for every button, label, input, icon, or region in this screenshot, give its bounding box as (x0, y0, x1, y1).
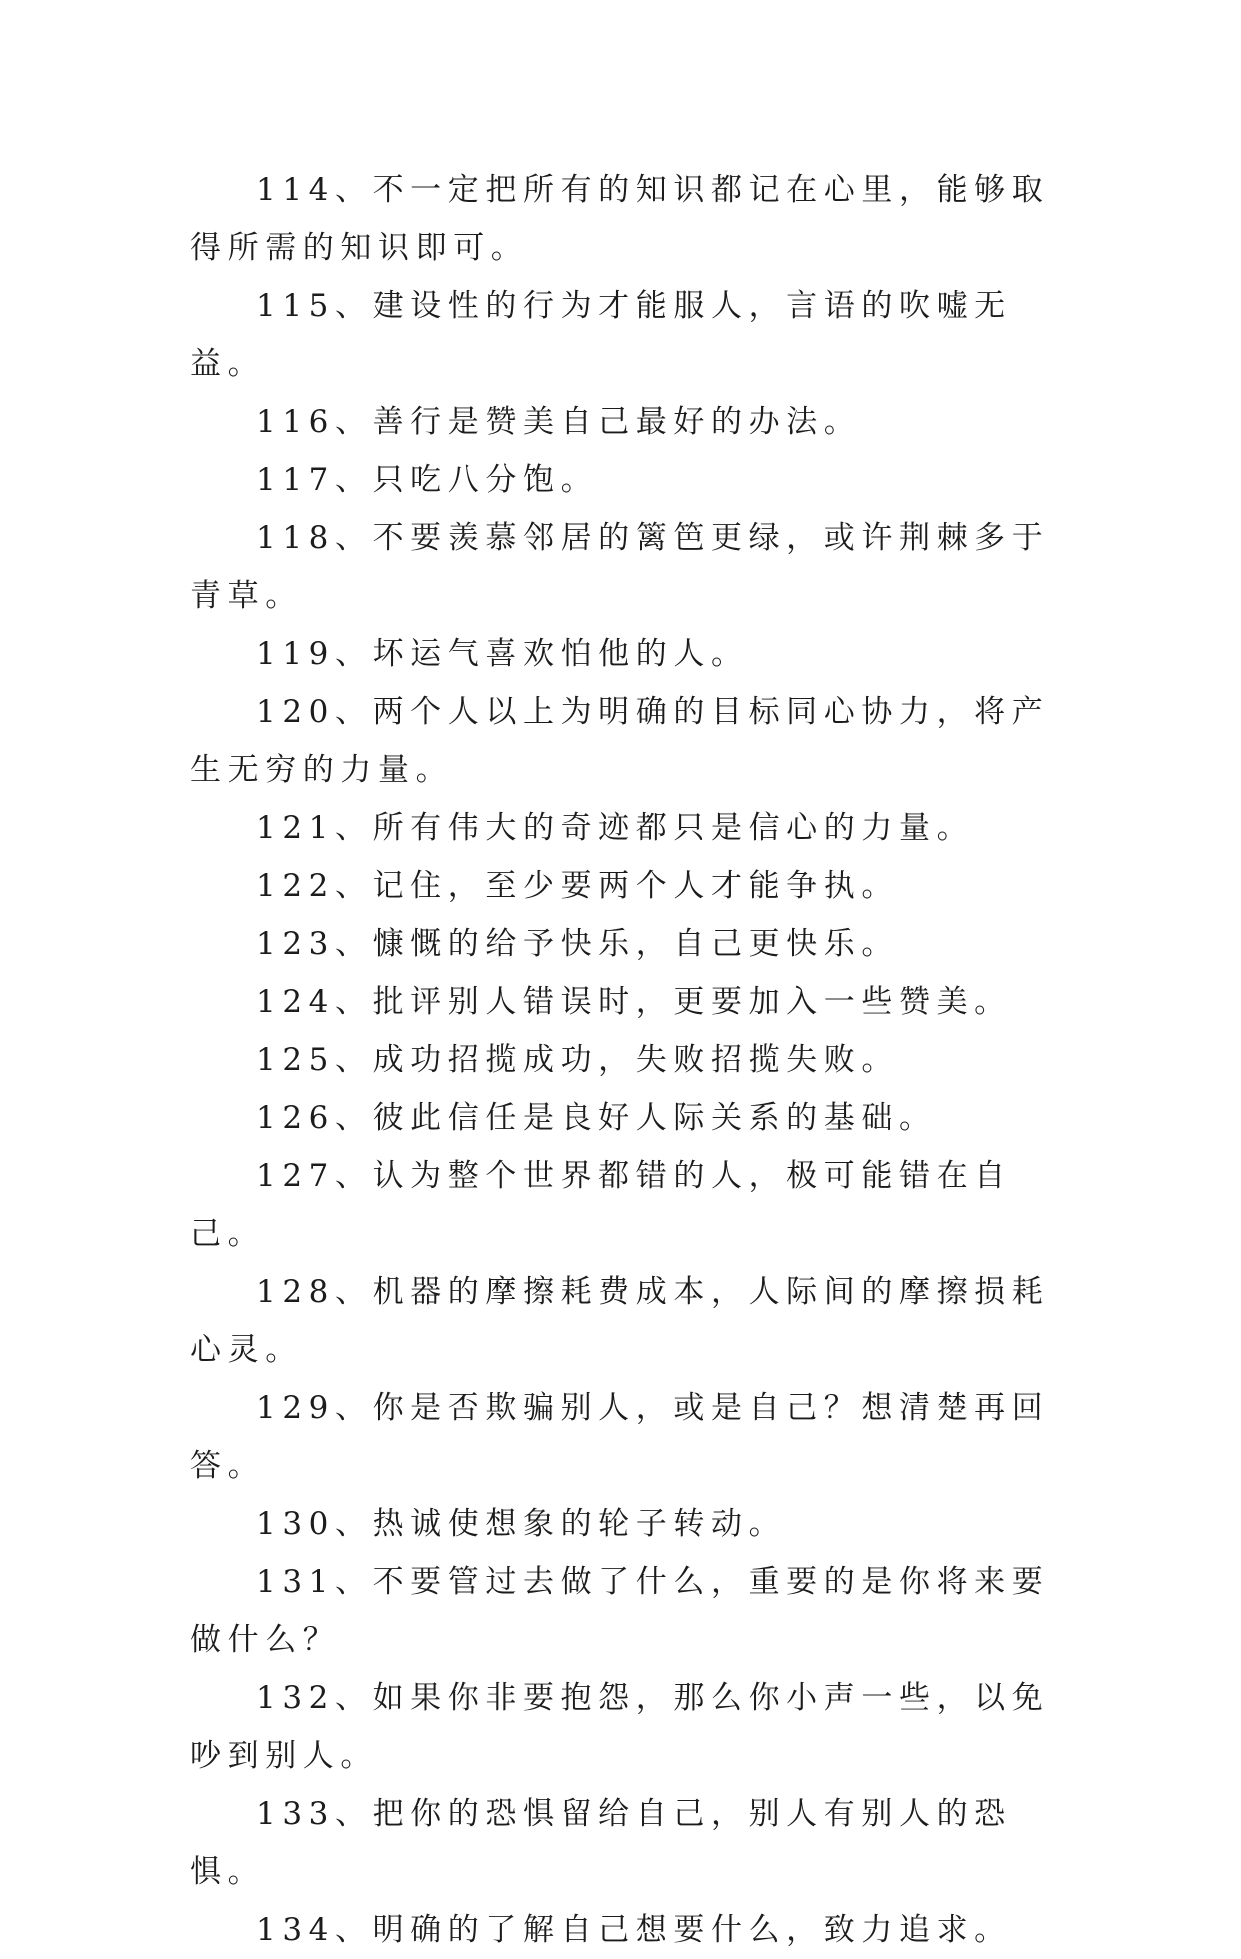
paragraph-119: 119、坏运气喜欢怕他的人。 (256, 636, 749, 672)
paragraph-120: 120、两个人以上为明确的目标同心协力，将产生无穷的力量。 (190, 694, 1050, 788)
paragraph-122: 122、记住，至少要两个人才能争执。 (256, 868, 899, 904)
paragraph-123: 123、慷慨的给予快乐，自己更快乐。 (256, 926, 899, 962)
paragraph-118: 118、不要羡慕邻居的篱笆更绿，或许荆棘多于青草。 (190, 520, 1050, 614)
paragraph-128: 128、机器的摩擦耗费成本，人际间的摩擦损耗心灵。 (190, 1274, 1050, 1368)
paragraph-117: 117、只吃八分饱。 (256, 462, 599, 498)
paragraph-129: 129、你是否欺骗别人，或是自己？想清楚再回答。 (190, 1390, 1050, 1484)
paragraph-131: 131、不要管过去做了什么，重要的是你将来要做什么？ (190, 1564, 1050, 1658)
paragraph-134: 134、明确的了解自己想要什么，致力追求。 (256, 1912, 1012, 1948)
paragraph-121: 121、所有伟大的奇迹都只是信心的力量。 (256, 810, 975, 846)
paragraph-133: 133、把你的恐惧留给自己，别人有别人的恐惧。 (190, 1796, 1012, 1890)
paragraph-130: 130、热诚使想象的轮子转动。 (256, 1506, 787, 1542)
paragraph-115: 115、建设性的行为才能服人，言语的吹嘘无益。 (190, 288, 1012, 382)
paragraph-126: 126、彼此信任是良好人际关系的基础。 (256, 1100, 937, 1136)
paragraph-114: 114、不一定把所有的知识都记在心里，能够取得所需的知识即可。 (190, 172, 1050, 266)
paragraph-132: 132、如果你非要抱怨，那么你小声一些，以免吵到别人。 (190, 1680, 1050, 1774)
document-body (190, 161, 1060, 1959)
paragraph-125: 125、成功招揽成功，失败招揽失败。 (256, 1042, 899, 1078)
paragraph-124: 124、批评别人错误时，更要加入一些赞美。 (256, 984, 1012, 1020)
paragraph-127: 127、认为整个世界都错的人，极可能错在自己。 (190, 1158, 1012, 1252)
paragraph-116: 116、善行是赞美自己最好的办法。 (256, 404, 862, 440)
